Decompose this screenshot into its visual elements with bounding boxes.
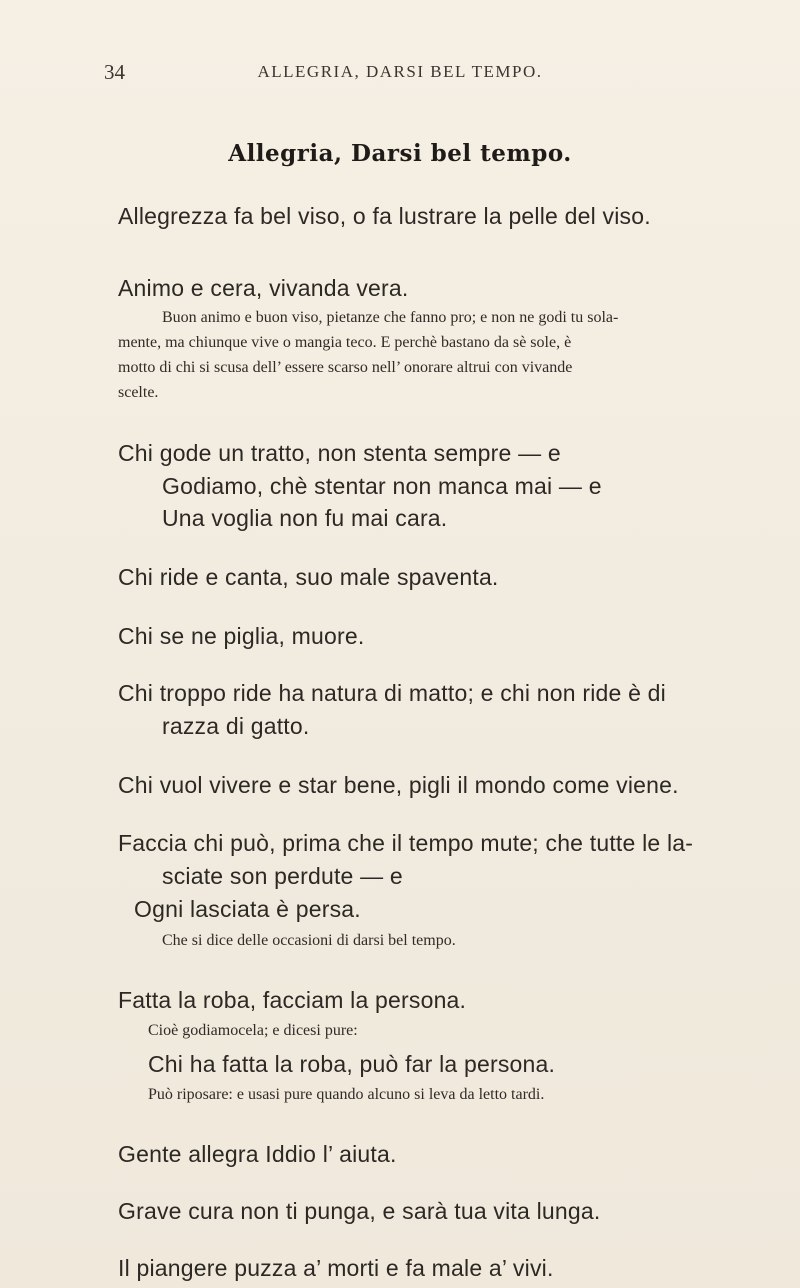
proverb-line: Chi ride e canta, suo male spaventa. (118, 564, 499, 590)
proverb-line: Una voglia non fu mai cara. (162, 505, 448, 531)
proverb-line: Allegrezza fa bel viso, o fa lustrare la pelle del viso. (118, 203, 651, 229)
section-title: Allegria, Darsi bel tempo. (228, 140, 572, 167)
proverb-line: sciate son perdute — e (162, 863, 403, 889)
commentary-line: Che si dice delle occasioni di darsi bel tempo. (162, 932, 456, 949)
commentary-line: scelte. (118, 384, 159, 401)
proverb-line: Fatta la roba, facciam la persona. (118, 987, 467, 1013)
proverb-line: Chi troppo ride ha natura di matto; e chi non ride è di (118, 680, 666, 706)
commentary-line: Può riposare: e usasi pure quando alcuno si leva da letto tardi. (148, 1086, 545, 1103)
proverb-line: Chi vuol vivere e star bene, pigli il mondo come viene. (118, 772, 679, 798)
proverb-line: Faccia chi può, prima che il tempo mute; che tutte le la- (118, 830, 694, 856)
page-number: 34 (104, 60, 125, 84)
commentary-line: motto di chi si scusa dell’ essere scarso nell’ onorare altrui con vivande (118, 359, 573, 376)
commentary-line: mente, ma chiunque vive o mangia teco. E perchè bastano da sè sole, è (118, 334, 572, 351)
running-head (0, 60, 800, 90)
proverb-line: Godiamo, chè stentar non manca mai — e (162, 473, 602, 499)
proverb-line: Grave cura non ti punga, e sarà tua vita lunga. (118, 1198, 601, 1224)
proverb-line: Chi se ne piglia, muore. (118, 623, 365, 649)
proverb-line: Ogni lasciata è persa. (134, 896, 361, 922)
running-title: ALLEGRIA, DARSI BEL TEMPO. (257, 62, 543, 81)
proverb-line: Gente allegra Iddio l’ aiuta. (118, 1141, 397, 1167)
proverb-line: Chi gode un tratto, non stenta sempre — e (118, 440, 561, 466)
commentary-line: Cioè godiamocela; e dicesi pure: (148, 1022, 358, 1039)
proverb-line: Il piangere puzza a’ morti e fa male a’ vivi. (118, 1255, 554, 1281)
commentary-line: Buon animo e buon viso, pietanze che fanno pro; e non ne godi tu sola- (162, 309, 619, 326)
proverb-line: Animo e cera, vivanda vera. (118, 275, 409, 301)
proverb-line: razza di gatto. (162, 713, 310, 739)
proverb-line: Chi ha fatta la roba, può far la persona. (148, 1051, 556, 1077)
